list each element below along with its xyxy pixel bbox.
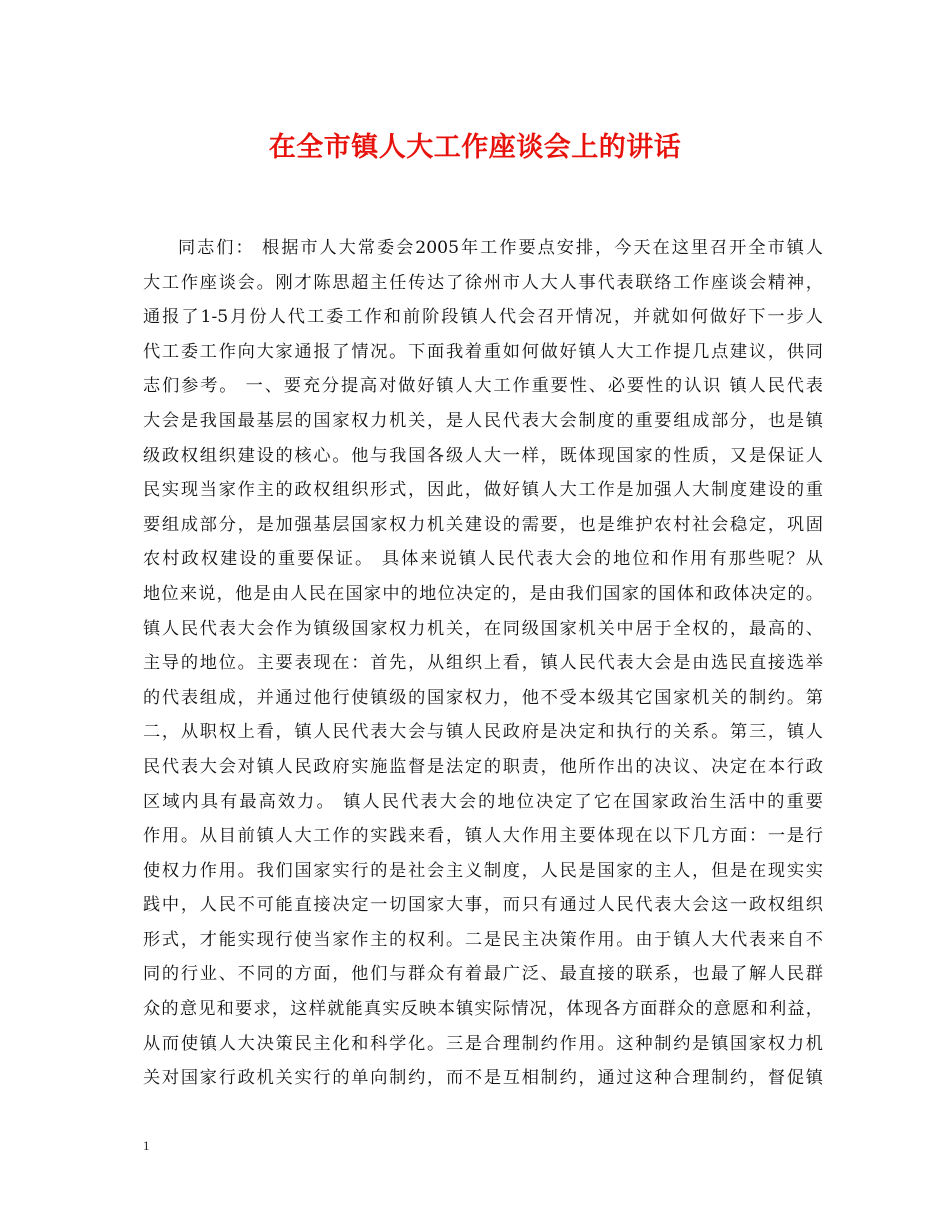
- text-line: 要组成部分，是加强基层国家权力机关建设的需要，也是维护农村社会稳定，巩固: [143, 514, 823, 535]
- text-line: 从而使镇人大决策民主化和科学化。三是合理制约作用。这种制约是镇国家权力机: [143, 1033, 823, 1054]
- text-line: 二，从职权上看，镇人民代表大会与镇人民政府是决定和执行的关系。第三，镇人: [143, 722, 823, 743]
- text-line: 区域内具有最高效力。 镇人民代表大会的地位决定了它在国家政治生活中的重要: [143, 791, 823, 812]
- text-line: 代工委工作向大家通报了情况。下面我着重如何做好镇人大工作提几点建议，供同: [143, 341, 823, 362]
- text-line: 通报了1-5月份人代工委工作和前阶段镇人代会召开情况，并就如何做好下一步人: [143, 307, 823, 328]
- text-line: 大工作座谈会。刚才陈思超主任传达了徐州市人大人事代表联络工作座谈会精神，: [143, 272, 823, 293]
- text-line: 同志们： 根据市人大常委会2005年工作要点安排，今天在这里召开全市镇人: [178, 238, 823, 258]
- text-line: 关对国家行政机关实行的单向制约，而不是互相制约，通过这种合理制约，督促镇: [143, 1068, 823, 1089]
- text-line: 作用。从目前镇人大工作的实践来看，镇人大作用主要体现在以下几方面：一是行: [143, 826, 823, 847]
- text-line: 民实现当家作主的政权组织形式，因此，做好镇人大工作是加强人大制度建设的重: [143, 480, 823, 501]
- text-line: 地位来说，他是由人民在国家中的地位决定的，是由我们国家的国体和政体决定的。: [143, 583, 823, 604]
- text-line: 志们参考。 一、要充分提高对做好镇人大工作重要性、必要性的认识 镇人民代表: [143, 376, 823, 397]
- text-line: 镇人民代表大会作为镇级国家权力机关，在同级国家机关中居于全权的，最高的、: [143, 618, 823, 639]
- document-title: 在全市镇人大工作座谈会上的讲话: [268, 132, 682, 163]
- body-text: [143, 231, 823, 1096]
- text-line: 众的意见和要求，这样就能真实反映本镇实际情况，体现各方面群众的意愿和利益，: [143, 999, 823, 1020]
- text-line: 的代表组成，并通过他行使镇级的国家权力，他不受本级其它国家机关的制约。第: [143, 687, 823, 708]
- text-line: 级政权组织建设的核心。他与我国各级人大一样，既体现国家的性质，又是保证人: [143, 445, 823, 466]
- page-number: 1: [143, 1138, 150, 1153]
- text-line: 同的行业、不同的方面，他们与群众有着最广泛、最直接的联系，也最了解人民群: [143, 964, 823, 985]
- text-line: 民代表大会对镇人民政府实施监督是法定的职责，他所作出的决议、决定在本行政: [143, 756, 823, 777]
- text-line: 形式，才能实现行使当家作主的权利。二是民主决策作用。由于镇人大代表来自不: [143, 929, 823, 950]
- text-line: 主导的地位。主要表现在：首先，从组织上看，镇人民代表大会是由选民直接选举: [143, 653, 823, 674]
- text-line: 使权力作用。我们国家实行的是社会主义制度，人民是国家的主人，但是在现实实: [143, 860, 823, 881]
- text-line: 农村政权建设的重要保证。 具体来说镇人民代表大会的地位和作用有那些呢？从: [143, 549, 823, 570]
- text-line: 践中，人民不可能直接决定一切国家大事，而只有通过人民代表大会这一政权组织: [143, 895, 823, 916]
- text-line: 大会是我国最基层的国家权力机关，是人民代表大会制度的重要组成部分，也是镇: [143, 410, 823, 431]
